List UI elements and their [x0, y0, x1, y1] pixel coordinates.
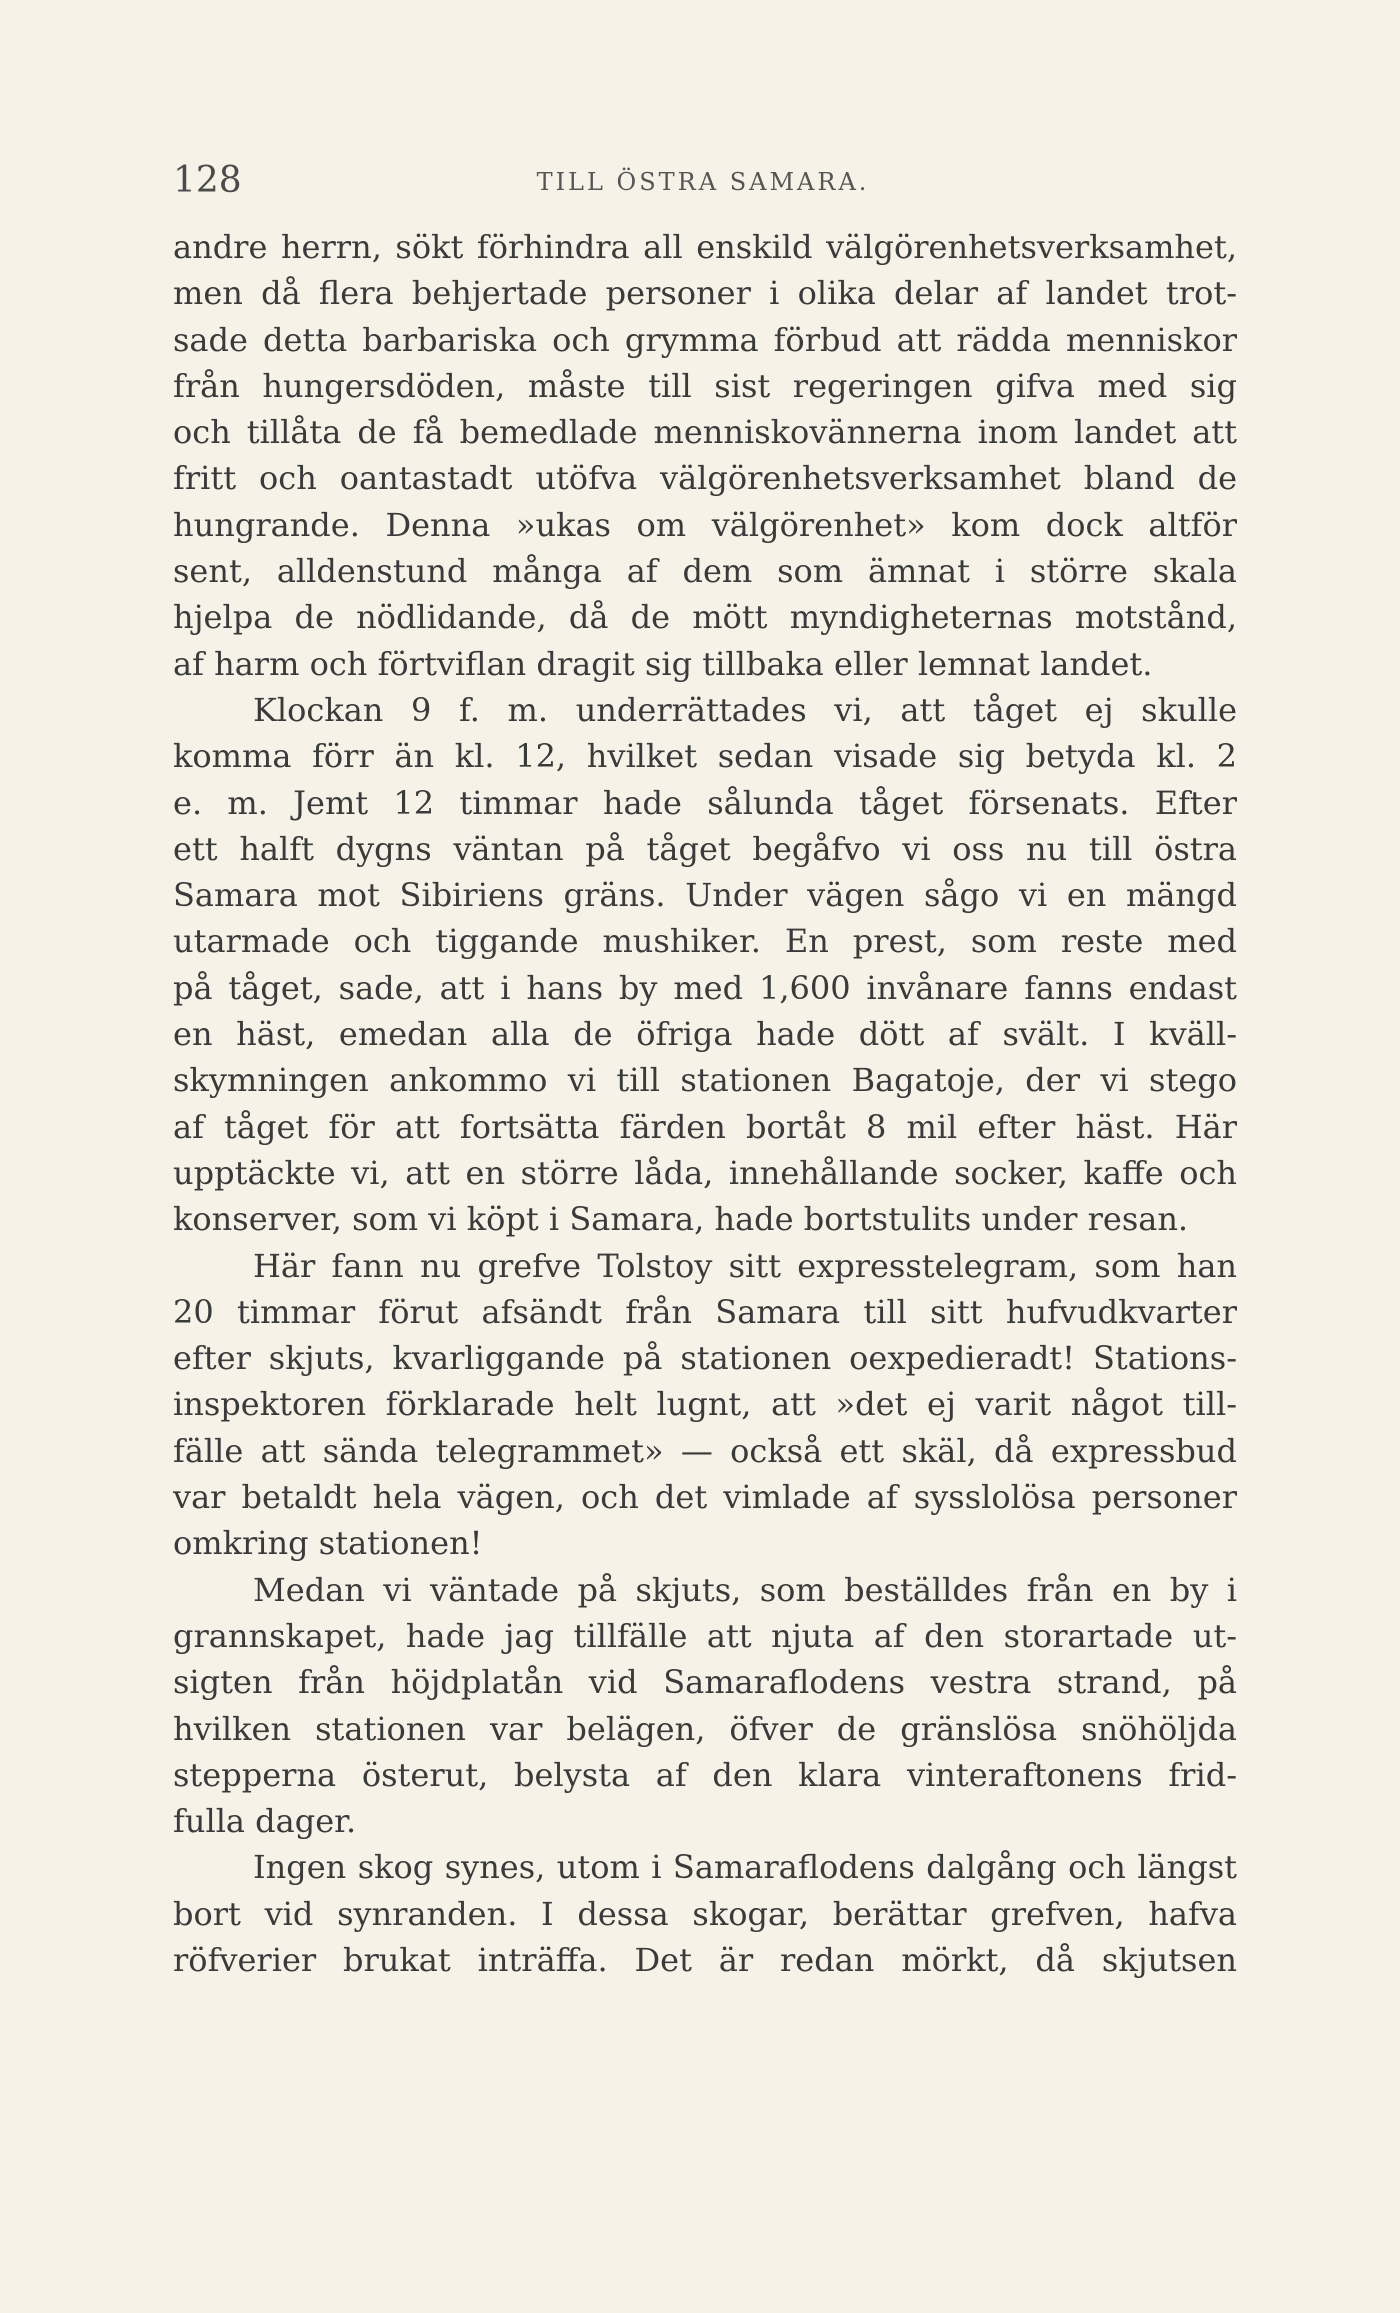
- text-line: från hungersdöden, måste till sist regeringen gifva med sig: [173, 366, 1237, 405]
- text-line: inspektoren förklarade helt lugnt, att »det ej varit något till-: [173, 1385, 1237, 1424]
- text-line: sigten från höjdplatån vid Samaraflodens vestra strand, på: [173, 1663, 1237, 1702]
- text-line: hungrande. Denna »ukas om välgörenhet» kom dock altför: [173, 505, 1237, 544]
- text-line: men då flera behjertade personer i olika delar af landet trot-: [173, 274, 1237, 313]
- running-title: TILL ÖSTRA SAMARA.: [536, 168, 870, 196]
- text-line: på tåget, sade, att i hans by med 1,600 invånare fanns endast: [173, 968, 1237, 1007]
- text-line: andre herrn, sökt förhindra all enskild välgörenhetsverksamhet,: [173, 228, 1237, 266]
- text-line: fritt och oantastadt utöfva välgörenhetsverksamhet bland de: [173, 459, 1237, 498]
- text-line: Här fann nu grefve Tolstoy sitt expresstelegram, som han: [253, 1246, 1237, 1285]
- text-line: omkring stationen!: [173, 1524, 483, 1563]
- text-line: var betaldt hela vägen, och det vimlade af sysslolösa personer: [173, 1478, 1237, 1517]
- text-line: sent, alldenstund många af dem som ämnat i större skala: [173, 552, 1237, 591]
- text-line: hvilken stationen var belägen, öfver de gränslösa snöhöljda: [173, 1709, 1237, 1748]
- running-head: [173, 160, 1233, 208]
- text-line: bort vid synranden. I dessa skogar, berättar grefven, hafva: [173, 1894, 1237, 1933]
- text-line: Ingen skog synes, utom i Samaraflodens dalgång och längst: [253, 1848, 1237, 1887]
- text-line: och tillåta de få bemedlade menniskovännerna inom landet att: [173, 413, 1237, 452]
- text-line: fulla dager.: [173, 1802, 357, 1841]
- text-line: ett halft dygns väntan på tåget begåfvo vi oss nu till östra: [173, 829, 1237, 868]
- text-line: konserver, som vi köpt i Samara, hade bortstulits under resan.: [173, 1200, 1189, 1239]
- text-line: komma förr än kl. 12, hvilket sedan visade sig betyda kl. 2: [173, 737, 1237, 776]
- text-line: af harm och förtviflan dragit sig tillbaka eller lemnat landet.: [173, 644, 1153, 683]
- text-line: hjelpa de nödlidande, då de mött myndigheternas motstånd,: [173, 598, 1237, 637]
- text-line: 20 timmar förut afsändt från Samara till sitt hufvudkvarter: [173, 1292, 1237, 1331]
- text-line: grannskapet, hade jag tillfälle att njuta af den storartade ut-: [173, 1616, 1237, 1655]
- page-number: 128: [173, 160, 242, 201]
- text-line: sade detta barbariska och grymma förbud att rädda menniskor: [173, 320, 1237, 359]
- text-line: upptäckte vi, att en större låda, innehållande socker, kaffe och: [173, 1153, 1237, 1192]
- text-line: efter skjuts, kvarliggande på stationen oexpedieradt! Stations-: [173, 1339, 1237, 1378]
- text-line: utarmade och tiggande mushiker. En prest, som reste med: [173, 922, 1237, 961]
- text-line: en häst, emedan alla de öfriga hade dött af svält. I kväll-: [173, 1015, 1237, 1054]
- body-text: [173, 224, 1237, 1983]
- text-line: stepperna österut, belysta af den klara vinteraftonens frid-: [173, 1755, 1237, 1794]
- text-line: Medan vi väntade på skjuts, som beställdes från en by i: [253, 1570, 1237, 1609]
- text-line: fälle att sända telegrammet» — också ett skäl, då expressbud: [173, 1431, 1237, 1470]
- text-line: skymningen ankommo vi till stationen Bagatoje, der vi stego: [173, 1061, 1237, 1100]
- text-line: Samara mot Sibiriens gräns. Under vägen sågo vi en mängd: [173, 876, 1237, 915]
- text-line: e. m. Jemt 12 timmar hade sålunda tåget försenats. Efter: [173, 783, 1237, 822]
- text-line: af tåget för att fortsätta färden bortåt 8 mil efter häst. Här: [173, 1107, 1237, 1146]
- text-line: röfverier brukat inträffa. Det är redan mörkt, då skjutsen: [173, 1940, 1237, 1979]
- text-line: Klockan 9 f. m. underrättades vi, att tåget ej skulle: [253, 690, 1237, 729]
